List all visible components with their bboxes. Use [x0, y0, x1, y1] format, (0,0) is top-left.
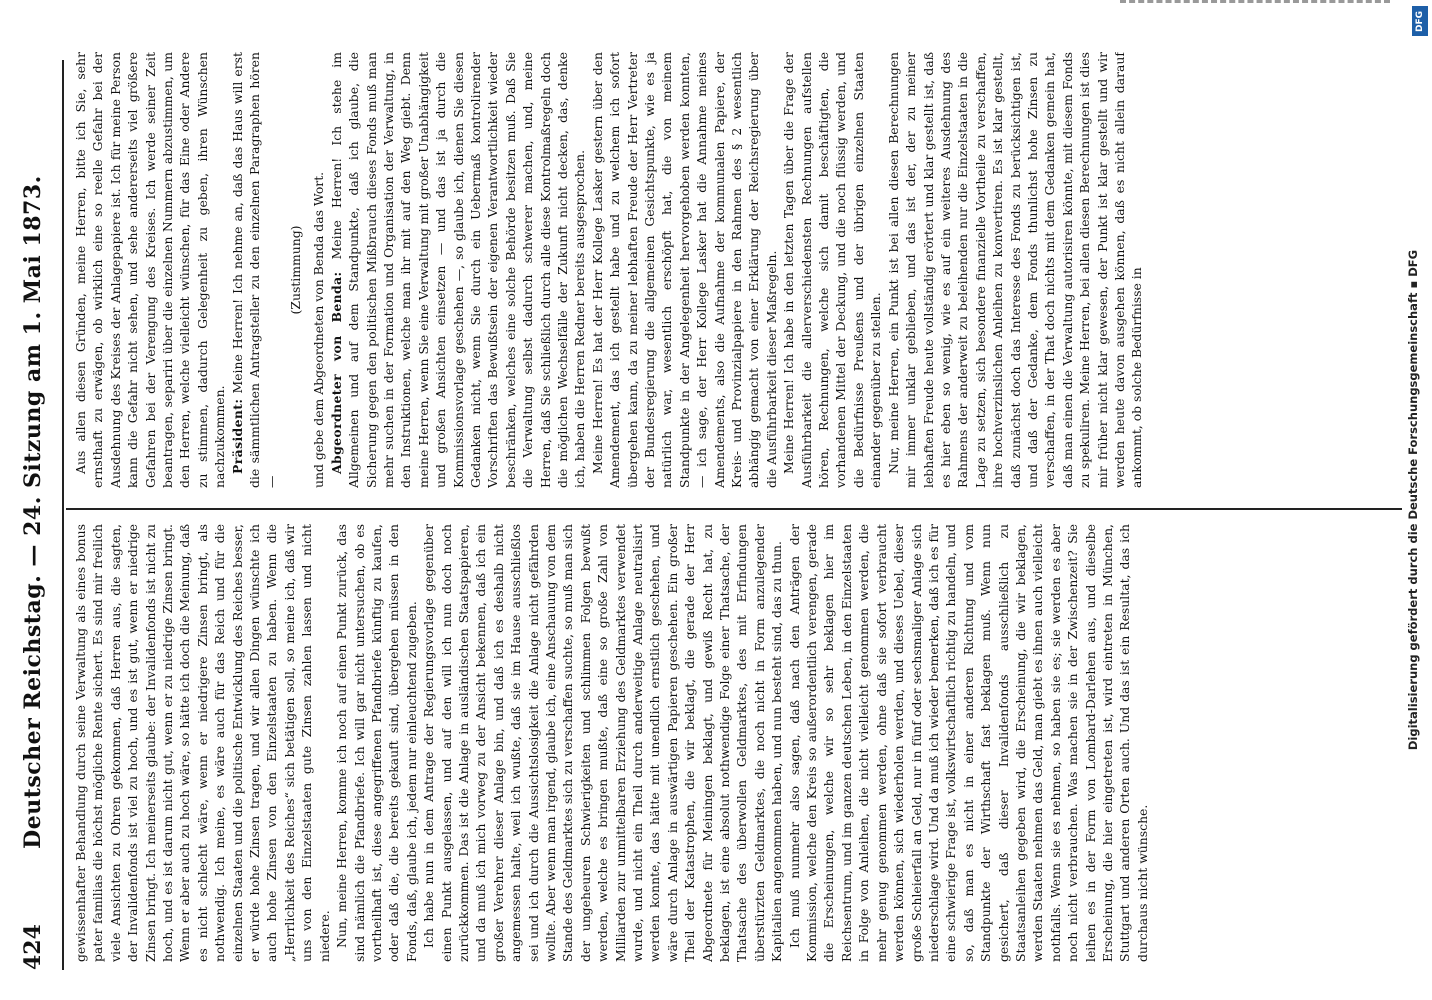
paragraph: gewissenhafter Behandlung durch seine Verwaltung als eines bonus pater familias die höchst mögliche Rente sichert. Es sind mir freilich viele Ansichten zu Ohren gekommen, daß Herren aus, die sagten, der Invalidenfonds ist viel zu hoch, und es ist gut, wenn er niedrige Zinsen bringt. Ich meinerseits glaube: der Invalidenfonds ist nicht zu hoch, und es ist darum nicht gut, wenn er zu niedrige Zinsen bringt. Wenn er aber auch zu hoch wäre, so hätte ich doch die Meinung, daß es nicht schlecht wäre, wenn er niedrigere Zinsen bringt, als nothwendig. Ich meine, es wäre auch für das Reich und für die einzelnen Staaten und die politische Entwicklung des Reiches besser, er würde hohe Zinsen tragen, und wir allen Dingen wünschte ich auch hohe Zinsen von den Einzelstaaten zu haben. Wenn die „Herrlichkeit des Reiches“ sich betätigen soll, so meine ich, daß wir uns von den Einzelstaaten gute Zinsen zahlen lassen und nicht niedere.: [73, 524, 332, 962]
paragraph: Meine Herren! Ich habe in den letzten Tagen über die Frage der Ausführbarkeit die allerverschiedensten Rechnungen aufstellen hören, Rechnungen, welche sich damit beschäftigten, die vorhandenen Mittel der Deckung, und die noch flüssig werden, und die Bedürfnisse Preußens und der übrigen einzelnen Staaten einander gegenüber zu stellen.: [781, 52, 884, 488]
paragraph: Ich habe nun in dem Antrage der Regierungsvorlage gegenüber einen Punkt ausgelassen, und auf den will ich nun doch noch zurückkommen. Das ist die Anlage in ausländischen Staatspapieren, und da muß ich mich vorweg zu der Ansicht bekennen, daß ich ein großer Verehrer dieser Anlage bin, und daß ich es deshalb nicht angemessen halte, weil ich wußte, daß sie im Hause ausschließlos sei und ich durch die Aussichtslosigkeit die Anlage nicht gefährden wollte. Aber wenn man irgend, glaube ich, eine Anschauung von dem Stande des Geldmarktes sich zu verschaffen suchte, so muß man sich der ungeheuren Schwierigkeiten und schlimmen Folgen bewußt werden, welche es bringen mußte, daß eine so große Zahl von Milliarden zur unmittelbaren Erziehung des Geldmarktes verwendet wurde, und nicht ein Theil durch anderweitige Anlage neutralisirt werden konnte, das hätte mit unendlich ernstlich geschehen, und wäre durch Anlage in auswärtigen Papieren geschehen. Ein großer Theil der Katastrophen, die wir beklagt, die gerade der Herr Abgeordnete für Meiningen beklagt, und gewiß Recht hat, zu beklagen, ist eine absolut nothwendige Folge einer Thatsache, der Thatsache des überwollen Geldmarktes, des mit Erfindungen überstürzten Geldmarktes, die noch nicht in Form anzulegender Kapitalien angenommen haben, und nun besteht sind, das zu thun.: [421, 524, 785, 962]
dfg-logo: DFG: [1412, 6, 1428, 36]
paragraph: und gebe dem Abgeordneten von Benda das Wort.: [311, 171, 327, 488]
speaker-name: Präsident:: [229, 398, 245, 474]
speech-paragraph: [328, 52, 589, 488]
speech-text: Meine Herren! Ich stehe im Allgemeinen und auf dem Standpunkte, daß ich glaube, die Sicherung gegen den politischen Mißbrauch dieses Fonds muß man mehr suchen in der Formation und Organisation der Verwaltung, in den Instruktionen, welche man ihr mit auf den Weg giebt. Denn meine Herren, wenn Sie eine Verwaltung mit großer Unabhängigkeit und großen Ansichten einsetzen — und das ist ja durch die Kommissionsvorlage geschehen —, so glaube ich, dienen Sie diesen Gedanken nicht, wenn Sie durch ein Uebermaß kontrolirender Vorschriften das Bewußtsein der eigenen Verantwortlichkeit wieder beschränken, welches eine solche Behörde besitzen muß. Daß Sie die Verwaltung selbst dadurch schwerer machen, und, meine Herren, daß Sie schließlich durch alle diese Kontrolmaßregeln doch die möglichen Wechselfälle der Zukunft nicht decken, das, denke ich, haben die Herren Redner bereits ausgesprochen.: [328, 52, 588, 488]
right-column: [72, 52, 1402, 488]
speaker-name: Abgeordneter von Benda:: [328, 271, 344, 474]
speech-paragraph: [229, 52, 281, 488]
interjection: (Zustimmung): [287, 225, 303, 315]
paragraph: Nur, meine Herren, ein Punkt ist bei allen diesen Berechnungen mir immer unklar geblieben, und das ist der, der zu meiner lebhaften Freude heute vollständig erörtert und klar gestellt ist, daß es hier eben so wenig, wie es auf ein weiteres Ausdehnung des Rahmens der anderweit zu beleihenden nur die Einzelstaaten in die Lage zu setzen, sich besondere finanzielle Vortheile zu verschaffen, ihre hochverzinslichen Anleihen zu konvertiren. Es ist klar gestellt, daß zunächst doch das Interesse des Fonds zu berücksichtigen ist, und daß der Gedanke, dem Fonds thunlichst hohe Zinsen zu verschaffen, in der That doch nichts mit dem Gedanken gemein hat, daß man einen die Verwaltung autorisiren könnte, mit diesem Fonds zu spekuliren. Meine Herren, bei allen diesen Berechnungen ist dies mir früher nicht klar gewesen, der Punkt ist klar gestellt und wir werden heute davon ausgehen können, daß es nicht allein darauf ankommt, ob solche Bedürfnisse in: [885, 52, 1145, 488]
speech-text: Meine Herren! Ich nehme an, daß das Haus will erst die sämmtlichen Antragsteller zu den einzelnen Paragraphen hören —: [229, 52, 280, 488]
digitization-credit: Digitalisierung gefördert durch die Deutsche Forschungsgemeinschaft ▪ DFG: [1406, 249, 1420, 751]
page-title: Deutscher Reichstag. — 24. Sitzung am 1. Mai 1873.: [20, 175, 46, 849]
scan-marks: [1120, 0, 1390, 11]
left-column: [72, 524, 1402, 962]
header-rule: [62, 60, 64, 970]
page-number: 424: [20, 924, 46, 970]
paragraph: Meine Herren! Es hat der Herr Kollege Lasker gestern über den Amendement, das ich gestellt habe und zu welchem ich sofort übergehen kann, da zu meiner lebhaften Freude der Herr Vertreter der Bundesregierung die allgemeinen Gesichtspunkte, wie es ja natürlich war, wesentlich erschöpft hat, die von meinem Standpunkte in der Angelegenheit hervorgehoben werden konnten, — ich sage, der Herr Kollege Lasker hat die Annahme meines Amendements, also die Aufnahme der kommunalen Papiere, der Kreis- und Provinzialpapiere in den Rahmen des § 2 wesentlich abhängig gemacht von einer Erklärung der Reichsregierung über die Ausführbarkeit dieser Maßregeln.: [589, 52, 779, 488]
page-header: [20, 60, 60, 970]
paragraph: Ich muß nunmehr also sagen, daß nach den Anträgen der Kommission, welche den Kreis so außerordentlich verengen, gerade die Erscheinungen, welche wir so sehr beklagen hier im Reichsentrum, und im ganzen deutschen Leben, in den Einzelstaaten in Folge von Anleihen, die nicht vielleicht genommen werden, die mehr genug genommen werden, ohne daß sie sofort verbraucht werden können, sich wiederholen werden, und dieses Uebel, dieser große Schleierfall an Geld, nur in fünf oder sechsmaliger Anlage sich niederschlage wird. Und da muß ich wieder bemerken, daß ich es für eine schwierige Frage ist, volkswirtschaftlich richtig zu handeln, und so, daß man es nicht in einer anderen Richtung und vom Standpunkte der Wirthschaft fast beklagen muß. Wenn nun gesichert, daß dieser Invalidenfonds ausschließlich zu Staatsanleihen gegeben wird, die Erscheinung, die wir beklagen, werden Staaten nehmen das Geld, man giebt es ihnen auch vielleicht nothfalls. Wenn sie es nehmen, so haben sie es; sie werden es aber noch nicht verbrauchen. Was machen sie in der Zwischenzeit? Sie leihen es in der Form von Lombard-Darlehen aus, und dieselbe Erscheinung, die hier eingetreten ist, wird eintreten in München, Stuttgart und anderen Orten auch. Und das ist ein Resultat, das ich durchaus nicht wünsche.: [786, 524, 1150, 962]
paragraph: Nun, meine Herren, komme ich noch auf einen Punkt zurück, das sind nämlich die Pfandbriefe. Ich will gar nicht untersuchen, ob es vortheilhaft ist, diese angegriffenen Pfandbriefe künftig zu kaufen, oder daß die, die bereits gekauft sind, übergehen müssen in den Fonds, daß, glaube ich, jedem nur einleuchtend zugeben.: [334, 524, 419, 962]
column-divider: [66, 508, 1402, 510]
paragraph: Aus allen diesen Gründen, meine Herren, bitte ich Sie, sehr ernsthaft zu erwägen, ob wirklich eine so reelle Gefahr bei der Ausdehnung des Kreises der Anlagepapiere ist. Ich für meine Person kann die Gefahr nicht sehen, und sehe andererseits viel größere Gefahren bei der Verengung des Kreises. Ich werde seiner Zeit beantragen, separiri über die einzelnen Nummern abzustimmen, um den Herren, welche vielleicht wünschen, für das Eine oder Andere zu stimmen, dadurch Gelegenheit zu geben, ihren Wünschen nachzukommen.: [73, 52, 228, 488]
